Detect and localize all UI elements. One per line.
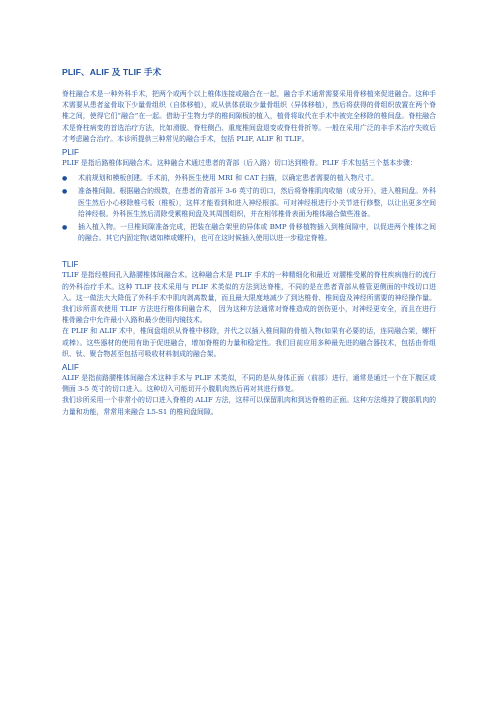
bullet-icon: ● <box>62 175 68 183</box>
tlif-heading: TLIF <box>62 260 79 270</box>
plif-steps-list <box>62 173 436 244</box>
page-title: PLIF、ALIF 及 TLIF 手术 <box>62 67 162 77</box>
plif-paragraph: PLIF 是指后路椎体间融合术。这种融合术通过患者的背部（后入路）切口达到椎骨。PLIF 手术包括三个基本步骤： <box>62 159 417 168</box>
alif-paragraph-2: 我们诊所采用一个非常小的切口进入脊椎的 ALIF 方法，这样可以保留肌肉和到达脊椎的正面。这种方法维持了腹部肌肉的力量和功能，常常用来融合 L5-S1 的椎间盘间隙。 <box>62 396 436 416</box>
plif-step-2-text: 准备椎间隙。根据融合的级数，在患者的背部开 3-6 英寸的切口，然后将脊椎肌肉收缩（或分开），进入椎间盘。外科医生然后小心移除椎弓板（椎板），这样才能看到和进入神经根部。可对神经根进行小关节进行修整，以让出更多空间给神经根。外科医生然后清除受累椎间盘及其周围组织，并在相邻椎骨表面为椎体融合做些准备。 <box>78 187 436 218</box>
tlif-paragraph-2: 在 PLIF 和 ALIF 术中，椎间盘组织从脊椎中移除，并代之以插入椎间隙的骨植入物(如果有必要的话，连同融合架，螺杆或棒）。这些器材的使用有助于促进融合，增加脊椎的力量和稳定性。我们目前应用多种最先进的融合器技术，包括由骨组织、钛、聚合物甚至包括可吸收材料制成的融合架。 <box>62 327 436 358</box>
plif-step-3 <box>62 222 436 244</box>
bullet-icon: ● <box>62 224 68 232</box>
alif-paragraph-1: ALIF 是指前路腰椎体间融合术这种手术与 PLIF 术类似，不同的是从身体正面（前部）进行，通常是通过一个在下腹区或侧面 3-5 英寸的切口进入。这种切入可能切开小腹肌肉然后再对其进行修复。 <box>62 374 436 394</box>
plif-step-1 <box>62 173 436 184</box>
plif-step-1-text: 术前规划和模板创建。手术前，外科医生使用 MRI 和 CAT 扫描，以确定患者需要的植入物尺寸。 <box>78 174 379 183</box>
tlif-paragraph-1: TLIF 是指经椎间孔入路腰椎体间融合术。这种融合术是 PLIF 手术的一种精细化和最近 对腰椎受累的脊柱疾病施行的流行的外科治疗手术。这种 TLIF 技术采用与 PLIF 术类似的方法到达脊椎，不同的是在患者背部从椎管更侧面的中线切口进入。这一做法大大降低了外科手术中肌肉剥离数量，而且最大限度地减少了到达椎骨、椎间盘及神经所需要的神经操作量。我们诊所喜欢使用 TLIF 方法进行椎体间融合术， 因为这种方法通常对脊椎造成的创伤更小，对神经更安全，而且在进行椎骨融合中允许最小入路和最少使用内镜技术。 <box>62 271 436 325</box>
alif-heading: ALIF <box>62 363 79 373</box>
bullet-icon: ● <box>62 188 68 196</box>
plif-step-3-text: 插入植入物。一旦椎间隙准备完成，把装在融合架里的异体或 BMP 骨移植物插入到椎间隙中，以促进两个椎体之间的融合。其它内固定物(诸如棒或螺杆)，也可在这时候插入使用以进一步稳定脊椎。 <box>78 223 436 243</box>
plif-step-2 <box>62 186 436 220</box>
plif-heading: PLIF <box>62 148 79 158</box>
intro-paragraph: 脊柱融合术是一种外科手术，把两个或两个以上椎体连接或融合在一起，融合手术通常需要采用骨移植来促进融合。这种手术需要从患者盆骨取下少量骨组织（自体移植），或从供体获取少量骨组织（异体移植），然后将获得的骨组织放置在两个脊椎之间，使得它们“融合”在一起。借助于生物力学的椎间隙板的植入，植骨将取代在手术中被完全移除的椎间盘。脊柱融合术是脊柱病变的首选治疗方法，比如滑脱、脊柱侧凸、重度椎间盘退变或脊柱骨折等。一般在采用广泛的非手术治疗失败后才考虑融合治疗。本诊所提供三种常见的融合手术，包括 PLIF, ALIF 和 TLIF。 <box>62 90 436 143</box>
